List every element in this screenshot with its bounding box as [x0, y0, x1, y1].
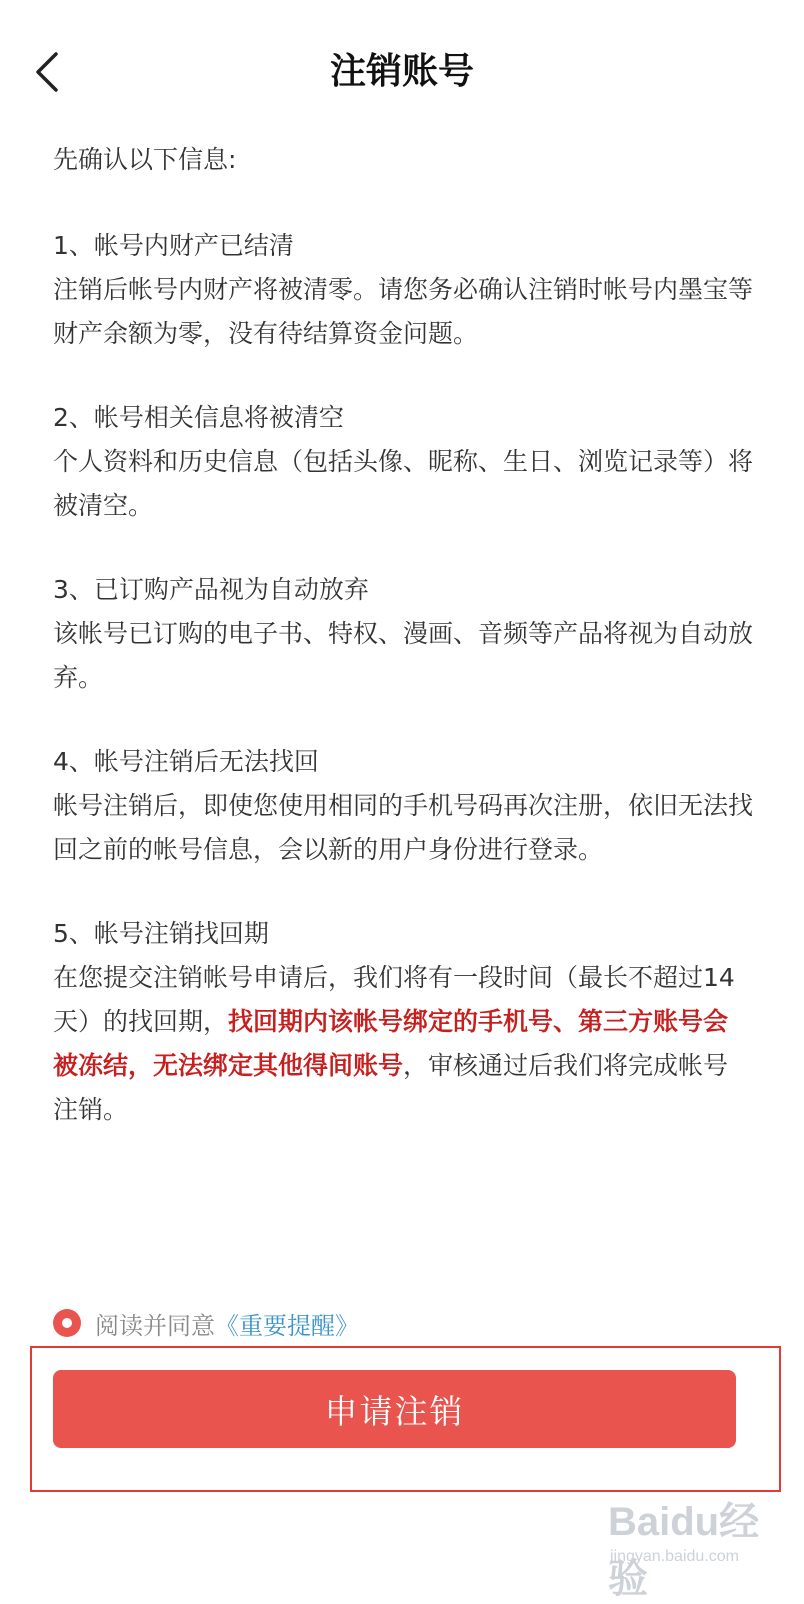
section-body [53, 956, 753, 1132]
notice-section-1 [53, 224, 753, 356]
apply-deactivation-button[interactable]: 申请注销 [53, 1370, 736, 1448]
section-body: 该帐号已订购的电子书、特权、漫画、音频等产品将视为自动放弃。 [53, 619, 754, 692]
section-title: 2、帐号相关信息将被清空 [53, 403, 344, 432]
section-body-text: ，审核通过后我们将完成帐号注销。 [53, 1051, 729, 1124]
warning-text: 找回期内该帐号绑定的手机号、第三方账号会被冻结，无法绑定其他得间账号 [53, 1007, 729, 1080]
section-title: 4、帐号注销后无法找回 [53, 747, 319, 776]
agree-radio[interactable] [53, 1309, 81, 1337]
agreement-row [53, 1303, 359, 1343]
section-body: 个人资料和历史信息（包括头像、昵称、生日、浏览记录等）将被清空。 [53, 447, 754, 520]
important-reminder-link[interactable]: 《重要提醒》 [215, 1311, 359, 1340]
section-title: 1、帐号内财产已结清 [53, 231, 294, 260]
notice-section-3 [53, 568, 753, 700]
notice-section-4 [53, 740, 753, 872]
section-body-text: 在您提交注销帐号申请后，我们将有一段时间（最长不超过14天）的找回期， [53, 963, 735, 1036]
intro-text: 先确认以下信息: [53, 145, 237, 174]
watermark-brand: Baidu经验 [608, 1500, 760, 1601]
header [0, 0, 804, 145]
notice-section-5 [53, 912, 753, 1132]
notice-content [53, 138, 753, 1172]
section-title: 3、已订购产品视为自动放弃 [53, 575, 369, 604]
page-title: 注销账号 [329, 51, 474, 92]
section-title: 5、帐号注销找回期 [53, 919, 269, 948]
notice-section-2 [53, 396, 753, 528]
baidu-watermark [600, 1490, 790, 1601]
radio-checked-icon [62, 1318, 72, 1328]
section-body: 注销后帐号内财产将被清零。请您务必确认注销时帐号内墨宝等财产余额为零，没有待结算资金问题。 [53, 275, 754, 348]
agreement-label: 阅读并同意 [95, 1311, 215, 1340]
watermark-url: jingyan.baidu.com [610, 1548, 739, 1565]
section-body: 帐号注销后，即使您使用相同的手机号码再次注册，依旧无法找回之前的帐号信息，会以新的用户身份进行登录。 [53, 791, 754, 864]
